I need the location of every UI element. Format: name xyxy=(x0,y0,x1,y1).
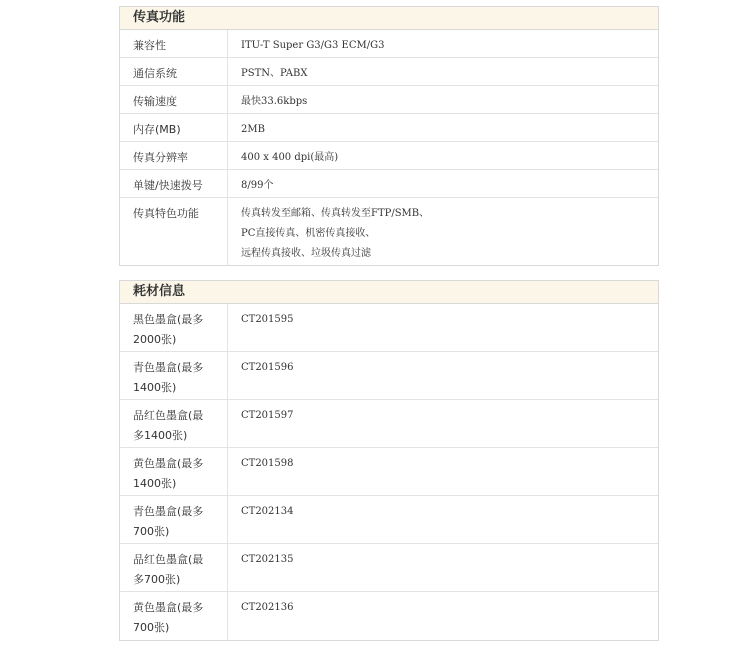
row-label: 内存(MB) xyxy=(120,114,228,141)
row-label xyxy=(120,352,228,399)
row-value: CT201598 xyxy=(241,458,294,469)
fax-section-title: 传真功能 xyxy=(120,7,658,30)
table-row xyxy=(120,448,658,496)
row-value: 400 x 400 dpi(最高) xyxy=(241,152,339,163)
table-row xyxy=(120,544,658,592)
row-value: PSTN、PABX xyxy=(241,68,308,79)
row-value xyxy=(228,198,658,265)
row-label: 单键/快速拨号 xyxy=(120,170,228,197)
row-value: ITU-T Super G3/G3 ECM/G3 xyxy=(241,40,385,51)
table-row xyxy=(120,30,658,58)
label-line: 品红色墨盒(最 xyxy=(133,553,204,566)
fax-spec-table xyxy=(119,6,659,266)
row-label xyxy=(120,304,228,351)
row-value: 最快33.6kbps xyxy=(241,96,308,107)
row-label xyxy=(120,496,228,543)
label-line: 青色墨盒(最多 xyxy=(133,361,204,374)
row-label: 兼容性 xyxy=(120,30,228,57)
row-label: 传真特色功能 xyxy=(120,198,228,265)
table-row xyxy=(120,198,658,265)
row-value: CT202134 xyxy=(241,506,294,517)
row-value: CT201597 xyxy=(241,410,294,421)
table-row xyxy=(120,400,658,448)
table-row xyxy=(120,496,658,544)
table-row xyxy=(120,114,658,142)
row-label xyxy=(120,544,228,591)
row-label xyxy=(120,592,228,640)
value-line: 传真转发至邮箱、传真转发至FTP/SMB、 xyxy=(241,208,430,219)
row-label: 通信系统 xyxy=(120,58,228,85)
row-label: 传真分辨率 xyxy=(120,142,228,169)
supplies-table xyxy=(119,280,659,641)
table-row xyxy=(120,142,658,170)
row-value: 2MB xyxy=(241,124,265,135)
label-line: 1400张) xyxy=(133,477,177,490)
label-line: 1400张) xyxy=(133,381,177,394)
row-value: CT202136 xyxy=(241,602,294,613)
label-line: 多1400张) xyxy=(133,429,188,442)
row-label xyxy=(120,448,228,495)
label-line: 700张) xyxy=(133,621,170,634)
row-value: CT201596 xyxy=(241,362,294,373)
label-line: 黑色墨盒(最多 xyxy=(133,313,204,326)
value-line: PC直接传真、机密传真接收、 xyxy=(241,228,376,239)
table-row xyxy=(120,592,658,640)
supplies-section-title: 耗材信息 xyxy=(120,281,658,304)
label-line: 黄色墨盒(最多 xyxy=(133,457,204,470)
table-row xyxy=(120,58,658,86)
row-value: 8/99个 xyxy=(241,180,274,191)
label-line: 700张) xyxy=(133,525,170,538)
label-line: 黄色墨盒(最多 xyxy=(133,601,204,614)
table-row xyxy=(120,304,658,352)
row-value: CT202135 xyxy=(241,554,294,565)
row-label xyxy=(120,400,228,447)
label-line: 2000张) xyxy=(133,333,177,346)
row-label: 传输速度 xyxy=(120,86,228,113)
value-line: 远程传真接收、垃圾传真过滤 xyxy=(241,248,371,259)
table-row xyxy=(120,352,658,400)
row-value: CT201595 xyxy=(241,314,294,325)
table-row xyxy=(120,170,658,198)
label-line: 青色墨盒(最多 xyxy=(133,505,204,518)
label-line: 品红色墨盒(最 xyxy=(133,409,204,422)
label-line: 多700张) xyxy=(133,573,181,586)
table-row xyxy=(120,86,658,114)
